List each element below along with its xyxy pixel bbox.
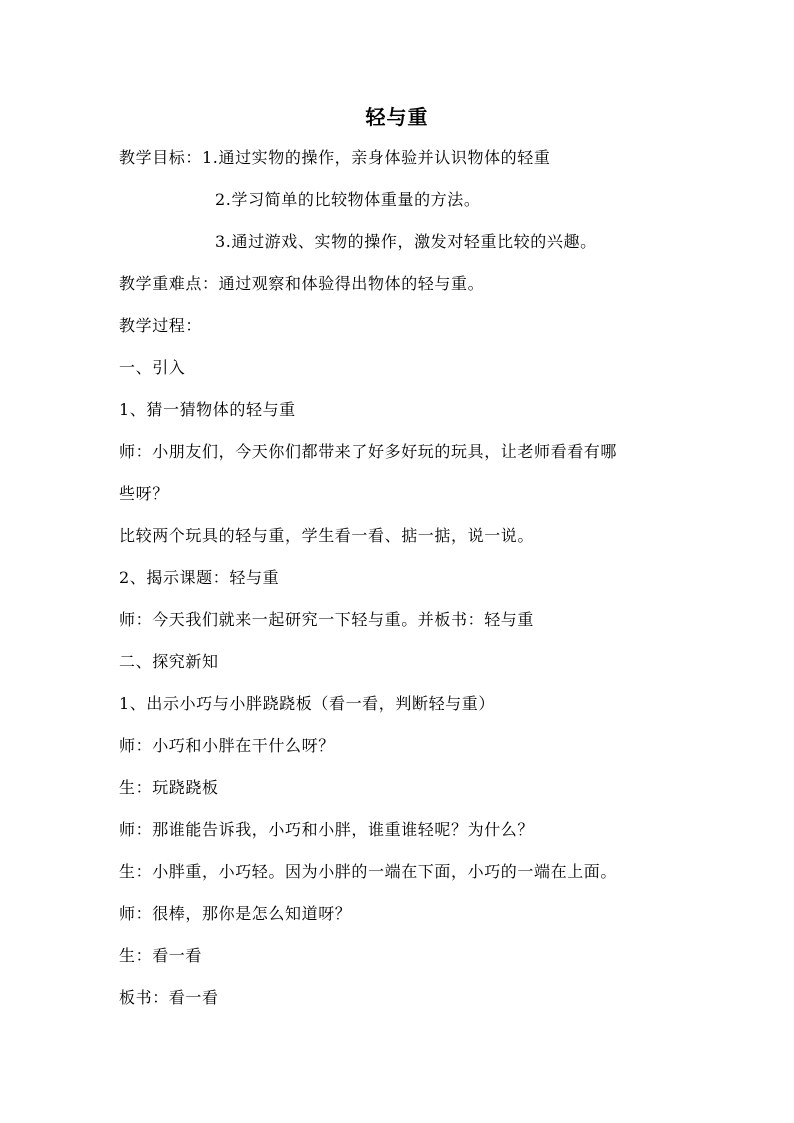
text-line-teacher-5: 师：很棒，那你是怎么知道呀？: [119, 904, 352, 923]
text-line-objectives: 教学目标：1.通过实物的操作，亲身体验并认识物体的轻重: [119, 148, 551, 167]
text-line-process-heading: 教学过程：: [119, 316, 203, 335]
text-line-student-3: 生：看一看: [119, 946, 203, 965]
text-line-teacher-1-cont: 些呀？: [119, 484, 169, 503]
text-line-board: 板书：看一看: [119, 988, 219, 1007]
text-line-section-2: 二、探究新知: [119, 652, 219, 671]
text-line-objective-2: 2.学习简单的比较物体重量的方法。: [215, 190, 481, 209]
text-line-seesaw: 1、出示小巧与小胖跷跷板（看一看，判断轻与重）: [119, 694, 495, 713]
text-line-objective-3: 3.通过游戏、实物的操作，激发对轻重比较的兴趣。: [215, 232, 597, 251]
text-line-teacher-2: 师：今天我们就来一起研究一下轻与重。并板书：轻与重: [119, 610, 535, 629]
text-line-step-2: 2、揭示课题：轻与重: [119, 568, 280, 587]
text-line-teacher-4: 师：那谁能告诉我，小巧和小胖，谁重谁轻呢？为什么？: [119, 820, 535, 839]
text-line-student-2: 生：小胖重，小巧轻。因为小胖的一端在下面，小巧的一端在上面。: [119, 862, 618, 881]
text-line-key-points: 教学重难点：通过观察和体验得出物体的轻与重。: [119, 274, 485, 293]
text-line-step-1: 1、猜一猜物体的轻与重: [119, 400, 296, 419]
text-line-student-1: 生：玩跷跷板: [119, 778, 219, 797]
document-title: 轻与重: [365, 105, 429, 129]
text-line-teacher-1: 师：小朋友们，今天你们都带来了好多好玩的玩具，让老师看看有哪: [119, 442, 618, 461]
text-line-compare: 比较两个玩具的轻与重，学生看一看、掂一掂，说一说。: [119, 526, 535, 545]
text-line-teacher-3: 师：小巧和小胖在干什么呀？: [119, 736, 335, 755]
text-line-section-1: 一、引入: [119, 358, 186, 377]
